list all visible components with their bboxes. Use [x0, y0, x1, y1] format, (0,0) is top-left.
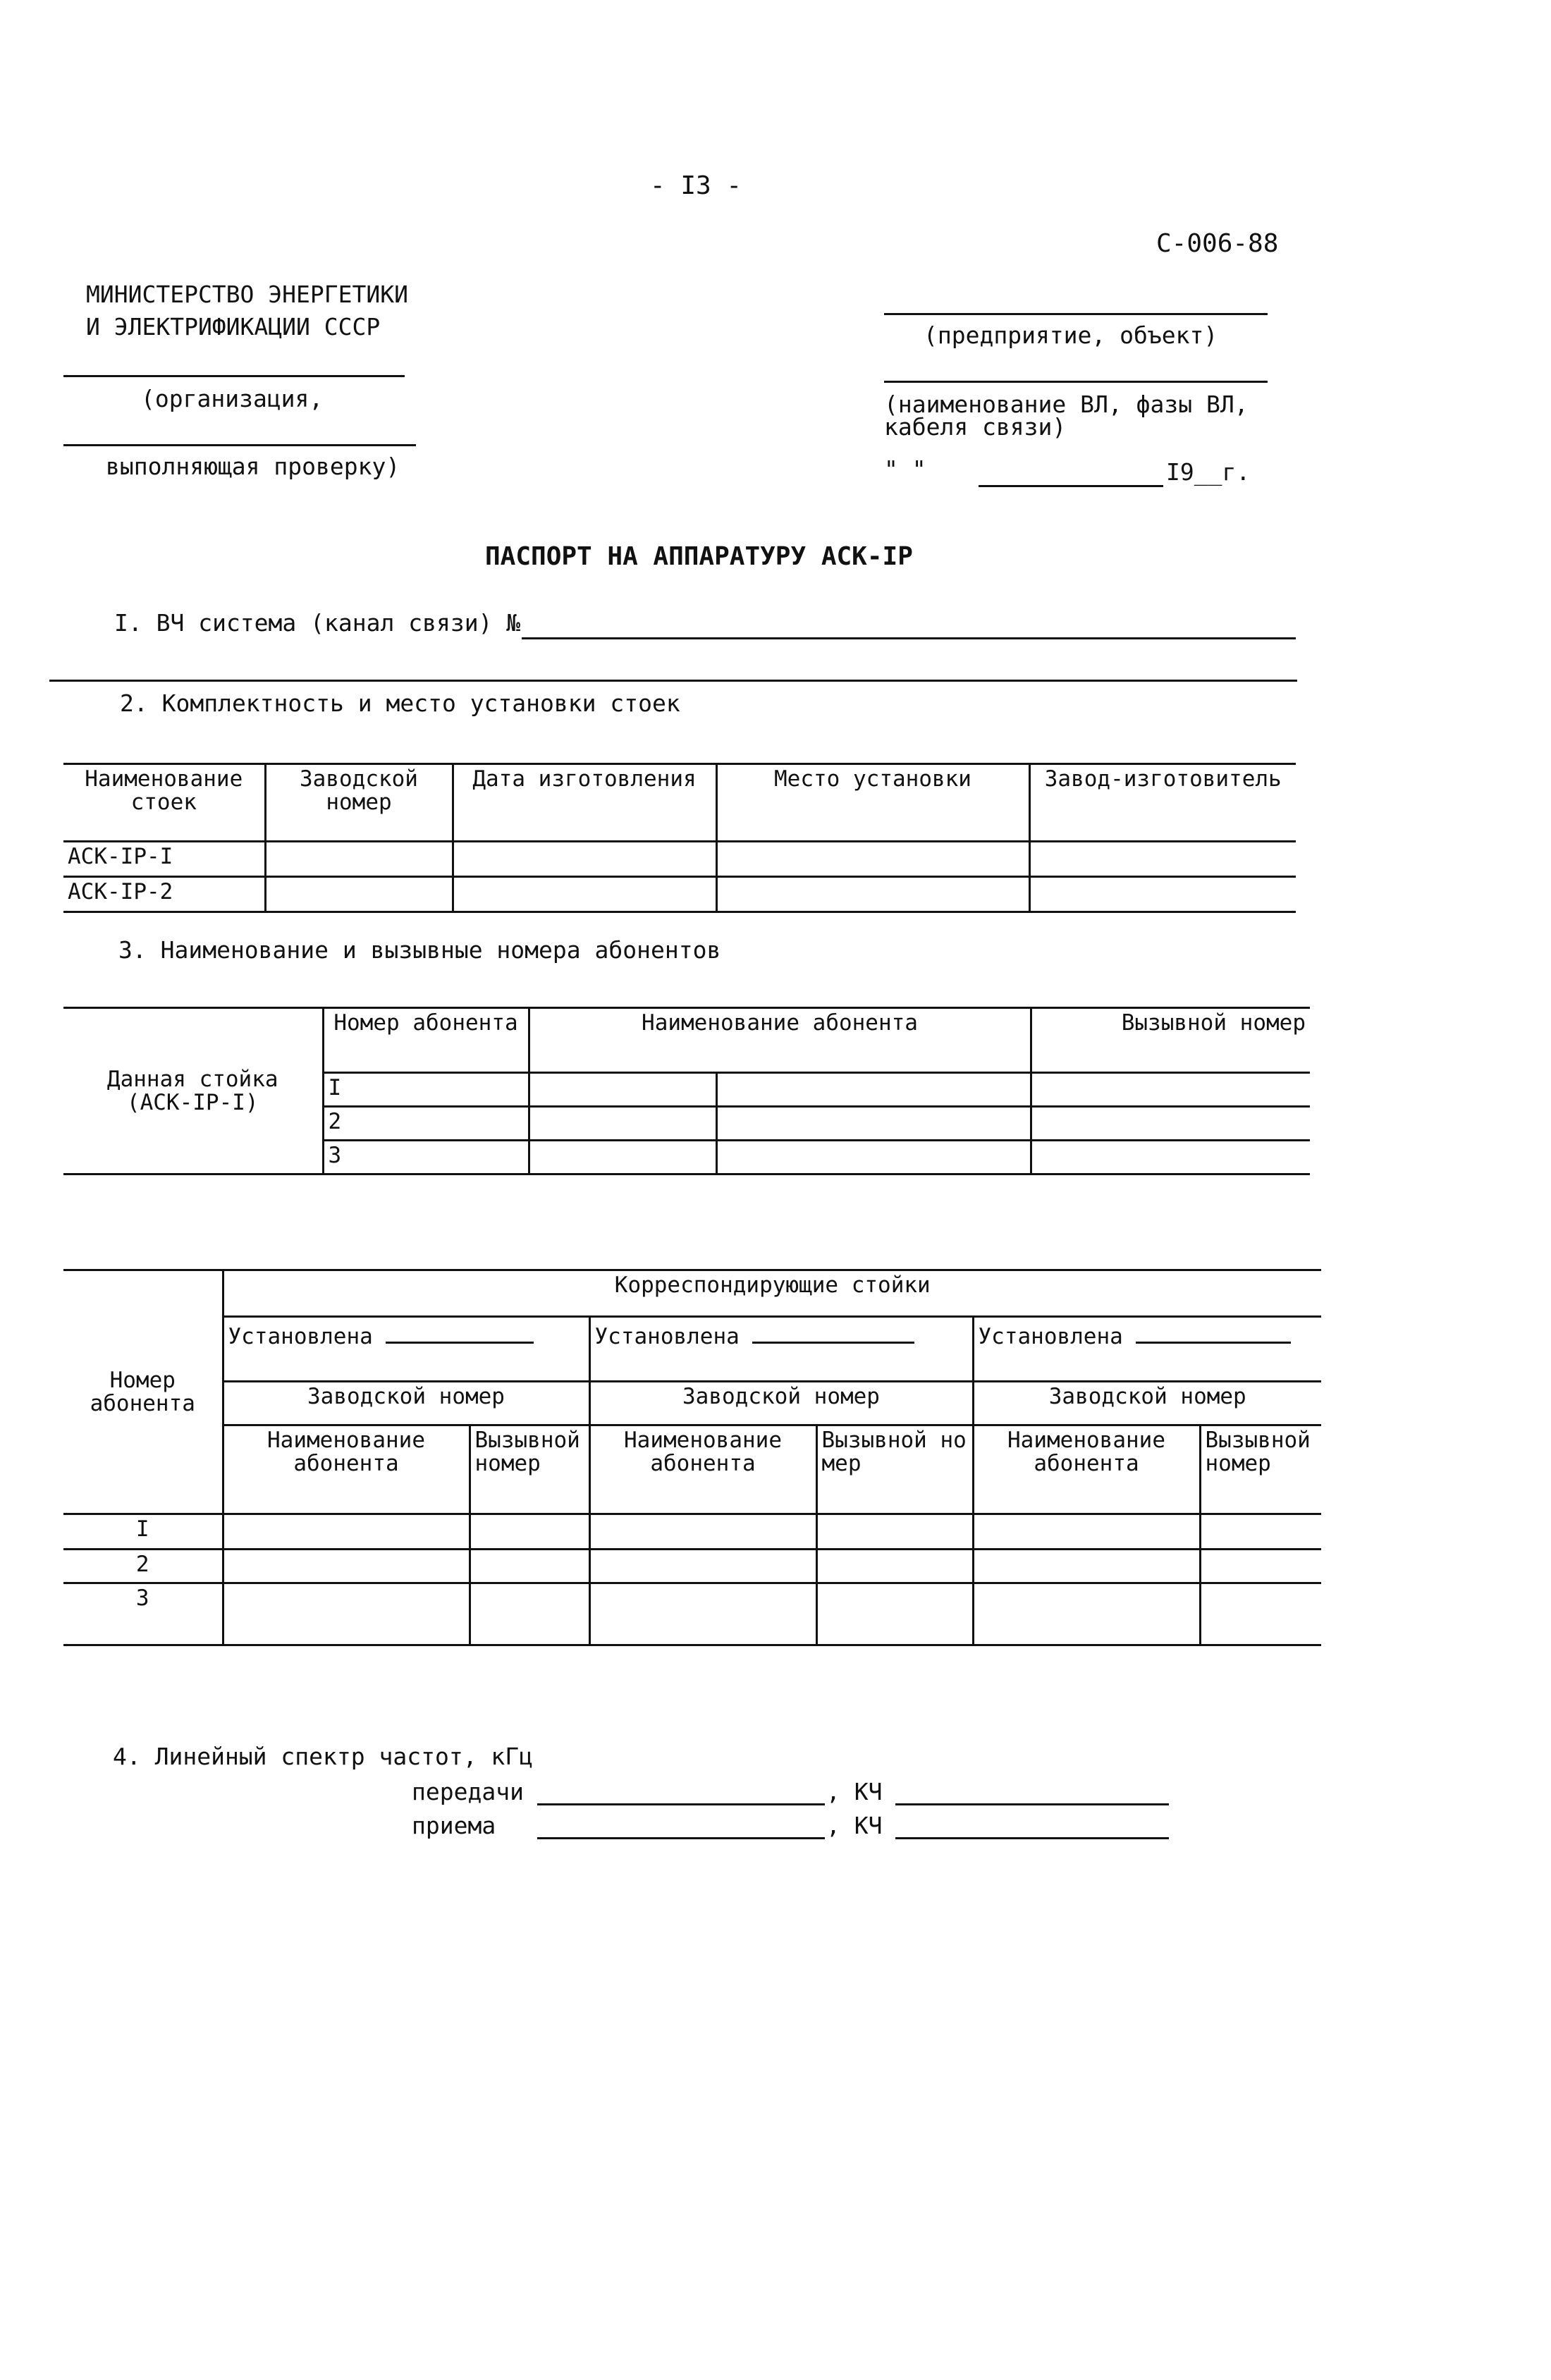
corr-installed-1 [223, 1317, 589, 1382]
corr-number-1: I [63, 1514, 223, 1550]
corr-installed-2-label: Установлена [594, 1324, 740, 1349]
eq-header-name: Наименование стоек [63, 764, 265, 842]
line-name-underline [884, 381, 1268, 383]
tx-underline[interactable] [537, 1803, 825, 1805]
corr-number-3: 3 [63, 1583, 223, 1645]
sub-name-3a[interactable] [529, 1141, 716, 1174]
corr-factory-1: Заводской номер [223, 1382, 589, 1425]
section4-label: 4. Линейный спектр частот, кГц [113, 1743, 534, 1770]
corr-cell[interactable] [1200, 1514, 1321, 1550]
corr-cell[interactable] [589, 1514, 816, 1550]
sub-name-3b[interactable] [716, 1141, 1031, 1174]
corr-cell[interactable] [973, 1583, 1200, 1645]
sub-name-1b[interactable] [716, 1073, 1031, 1107]
corr-subcall-1: Вызывной номер [470, 1425, 589, 1514]
sub-call-2[interactable] [1031, 1107, 1310, 1141]
sub-number-2: 2 [323, 1107, 529, 1141]
corr-cell[interactable] [973, 1550, 1200, 1583]
eq-row-2-date[interactable] [453, 877, 716, 912]
eq-row-1-name: АСК-IP-I [63, 842, 265, 877]
sub-name-1a[interactable] [529, 1073, 716, 1107]
corr-number-2: 2 [63, 1550, 223, 1583]
corr-cell[interactable] [589, 1550, 816, 1583]
date-year: I9__г. [1166, 458, 1251, 486]
corr-cell[interactable] [589, 1583, 816, 1645]
eq-row-1-date[interactable] [453, 842, 716, 877]
tx-kch-label: , КЧ [826, 1778, 883, 1805]
corr-cell[interactable] [470, 1550, 589, 1583]
corr-cell[interactable] [470, 1514, 589, 1550]
rx-underline[interactable] [537, 1837, 825, 1839]
corr-cell[interactable] [470, 1583, 589, 1645]
corr-cell[interactable] [223, 1583, 470, 1645]
corr-installed-3-line[interactable] [1136, 1320, 1291, 1344]
sub-name-2a[interactable] [529, 1107, 716, 1141]
corr-subname-2: Наименование абонента [589, 1425, 816, 1514]
ministry-line-1: МИНИСТЕРСТВО ЭНЕРГЕТИКИ [86, 281, 408, 308]
enterprise-label: (предприятие, объект) [924, 321, 1218, 349]
corr-installed-3 [973, 1317, 1321, 1382]
eq-row-2-place[interactable] [716, 877, 1029, 912]
eq-header-serial: Заводской номер [265, 764, 453, 842]
ministry-line-2: И ЭЛЕКТРИФИКАЦИИ СССР [86, 313, 381, 341]
rack-label-line-1: Данная стойка [106, 1066, 278, 1092]
eq-row-2-maker[interactable] [1029, 877, 1296, 912]
eq-header-maker: Завод-изготовитель [1029, 764, 1296, 842]
subscriber-table [63, 1007, 1310, 1175]
document-code: С-006-88 [1156, 229, 1279, 258]
rx-kch-label: , КЧ [826, 1812, 883, 1839]
section1-label: I. ВЧ система (канал связи) № [114, 609, 521, 637]
section3-label: 3. Наименование и вызывные номера абонентов [118, 936, 721, 964]
corr-subname-1: Наименование абонента [223, 1425, 470, 1514]
enterprise-underline [884, 313, 1268, 315]
line-name-label-2: кабеля связи) [884, 413, 1067, 441]
corr-cell[interactable] [1200, 1550, 1321, 1583]
eq-row-1-place[interactable] [716, 842, 1029, 877]
sub-call-3[interactable] [1031, 1141, 1310, 1174]
eq-header-date: Дата изготовления [453, 764, 716, 842]
corr-factory-2: Заводской номер [589, 1382, 973, 1425]
eq-row-1-serial[interactable] [265, 842, 453, 877]
tx-label: передачи [412, 1778, 524, 1805]
eq-header-place: Место установки [716, 764, 1029, 842]
corr-header-number: Номер абонента [63, 1270, 223, 1514]
corr-cell[interactable] [973, 1514, 1200, 1550]
corr-installed-3-label: Установлена [978, 1324, 1123, 1349]
corr-cell[interactable] [816, 1514, 973, 1550]
org-underline-2 [63, 444, 416, 446]
corr-title: Корреспондирующие стойки [223, 1270, 1321, 1317]
rx-kch-underline[interactable] [895, 1837, 1169, 1839]
equipment-table [63, 763, 1296, 913]
corr-installed-1-label: Установлена [228, 1324, 373, 1349]
corr-subname-3: Наименование абонента [973, 1425, 1200, 1514]
org-label-2: выполняющая проверку) [106, 453, 400, 480]
tx-kch-underline[interactable] [895, 1803, 1169, 1805]
rx-label: приема [412, 1812, 496, 1839]
rack-label [63, 1008, 323, 1174]
corr-installed-2-line[interactable] [752, 1320, 914, 1344]
document-title: ПАСПОРТ НА АППАРАТУРУ АСК-IP [485, 542, 913, 571]
page-number: - I3 - [650, 171, 742, 200]
section1-full-line [49, 680, 1297, 682]
sub-header-number: Номер абонента [323, 1008, 529, 1073]
org-underline-1 [63, 375, 405, 377]
sub-name-2b[interactable] [716, 1107, 1031, 1141]
rack-label-line-2: (АСК-IP-I) [126, 1089, 259, 1115]
sub-number-3: 3 [323, 1141, 529, 1174]
date-quotes: " " [884, 455, 926, 483]
corr-subcall-2: Вызывной номер [816, 1425, 973, 1514]
section2-label: 2. Комплектность и место установки стоек [120, 689, 680, 717]
corr-cell[interactable] [816, 1550, 973, 1583]
corr-cell[interactable] [223, 1550, 470, 1583]
sub-number-1: I [323, 1073, 529, 1107]
sub-header-call: Вызывной номер [1031, 1008, 1310, 1073]
sub-header-name: Наименование абонента [529, 1008, 1031, 1073]
sub-call-1[interactable] [1031, 1073, 1310, 1107]
org-label-1: (организация, [141, 385, 324, 412]
corr-cell[interactable] [1200, 1583, 1321, 1645]
eq-row-2-name: АСК-IP-2 [63, 877, 265, 912]
corr-cell[interactable] [816, 1583, 973, 1645]
section1-underline [522, 637, 1296, 639]
eq-row-1-maker[interactable] [1029, 842, 1296, 877]
line-name-label-1: (наименование ВЛ, фазы ВЛ, [884, 391, 1249, 418]
date-underline [979, 485, 1163, 487]
corr-factory-3: Заводской номер [973, 1382, 1321, 1425]
eq-row-2-serial[interactable] [265, 877, 453, 912]
corr-subcall-3: Вызывной номер [1200, 1425, 1321, 1514]
corr-cell[interactable] [223, 1514, 470, 1550]
corr-installed-1-line[interactable] [386, 1320, 534, 1344]
corresponding-racks-table [63, 1269, 1321, 1646]
corr-installed-2 [589, 1317, 973, 1382]
